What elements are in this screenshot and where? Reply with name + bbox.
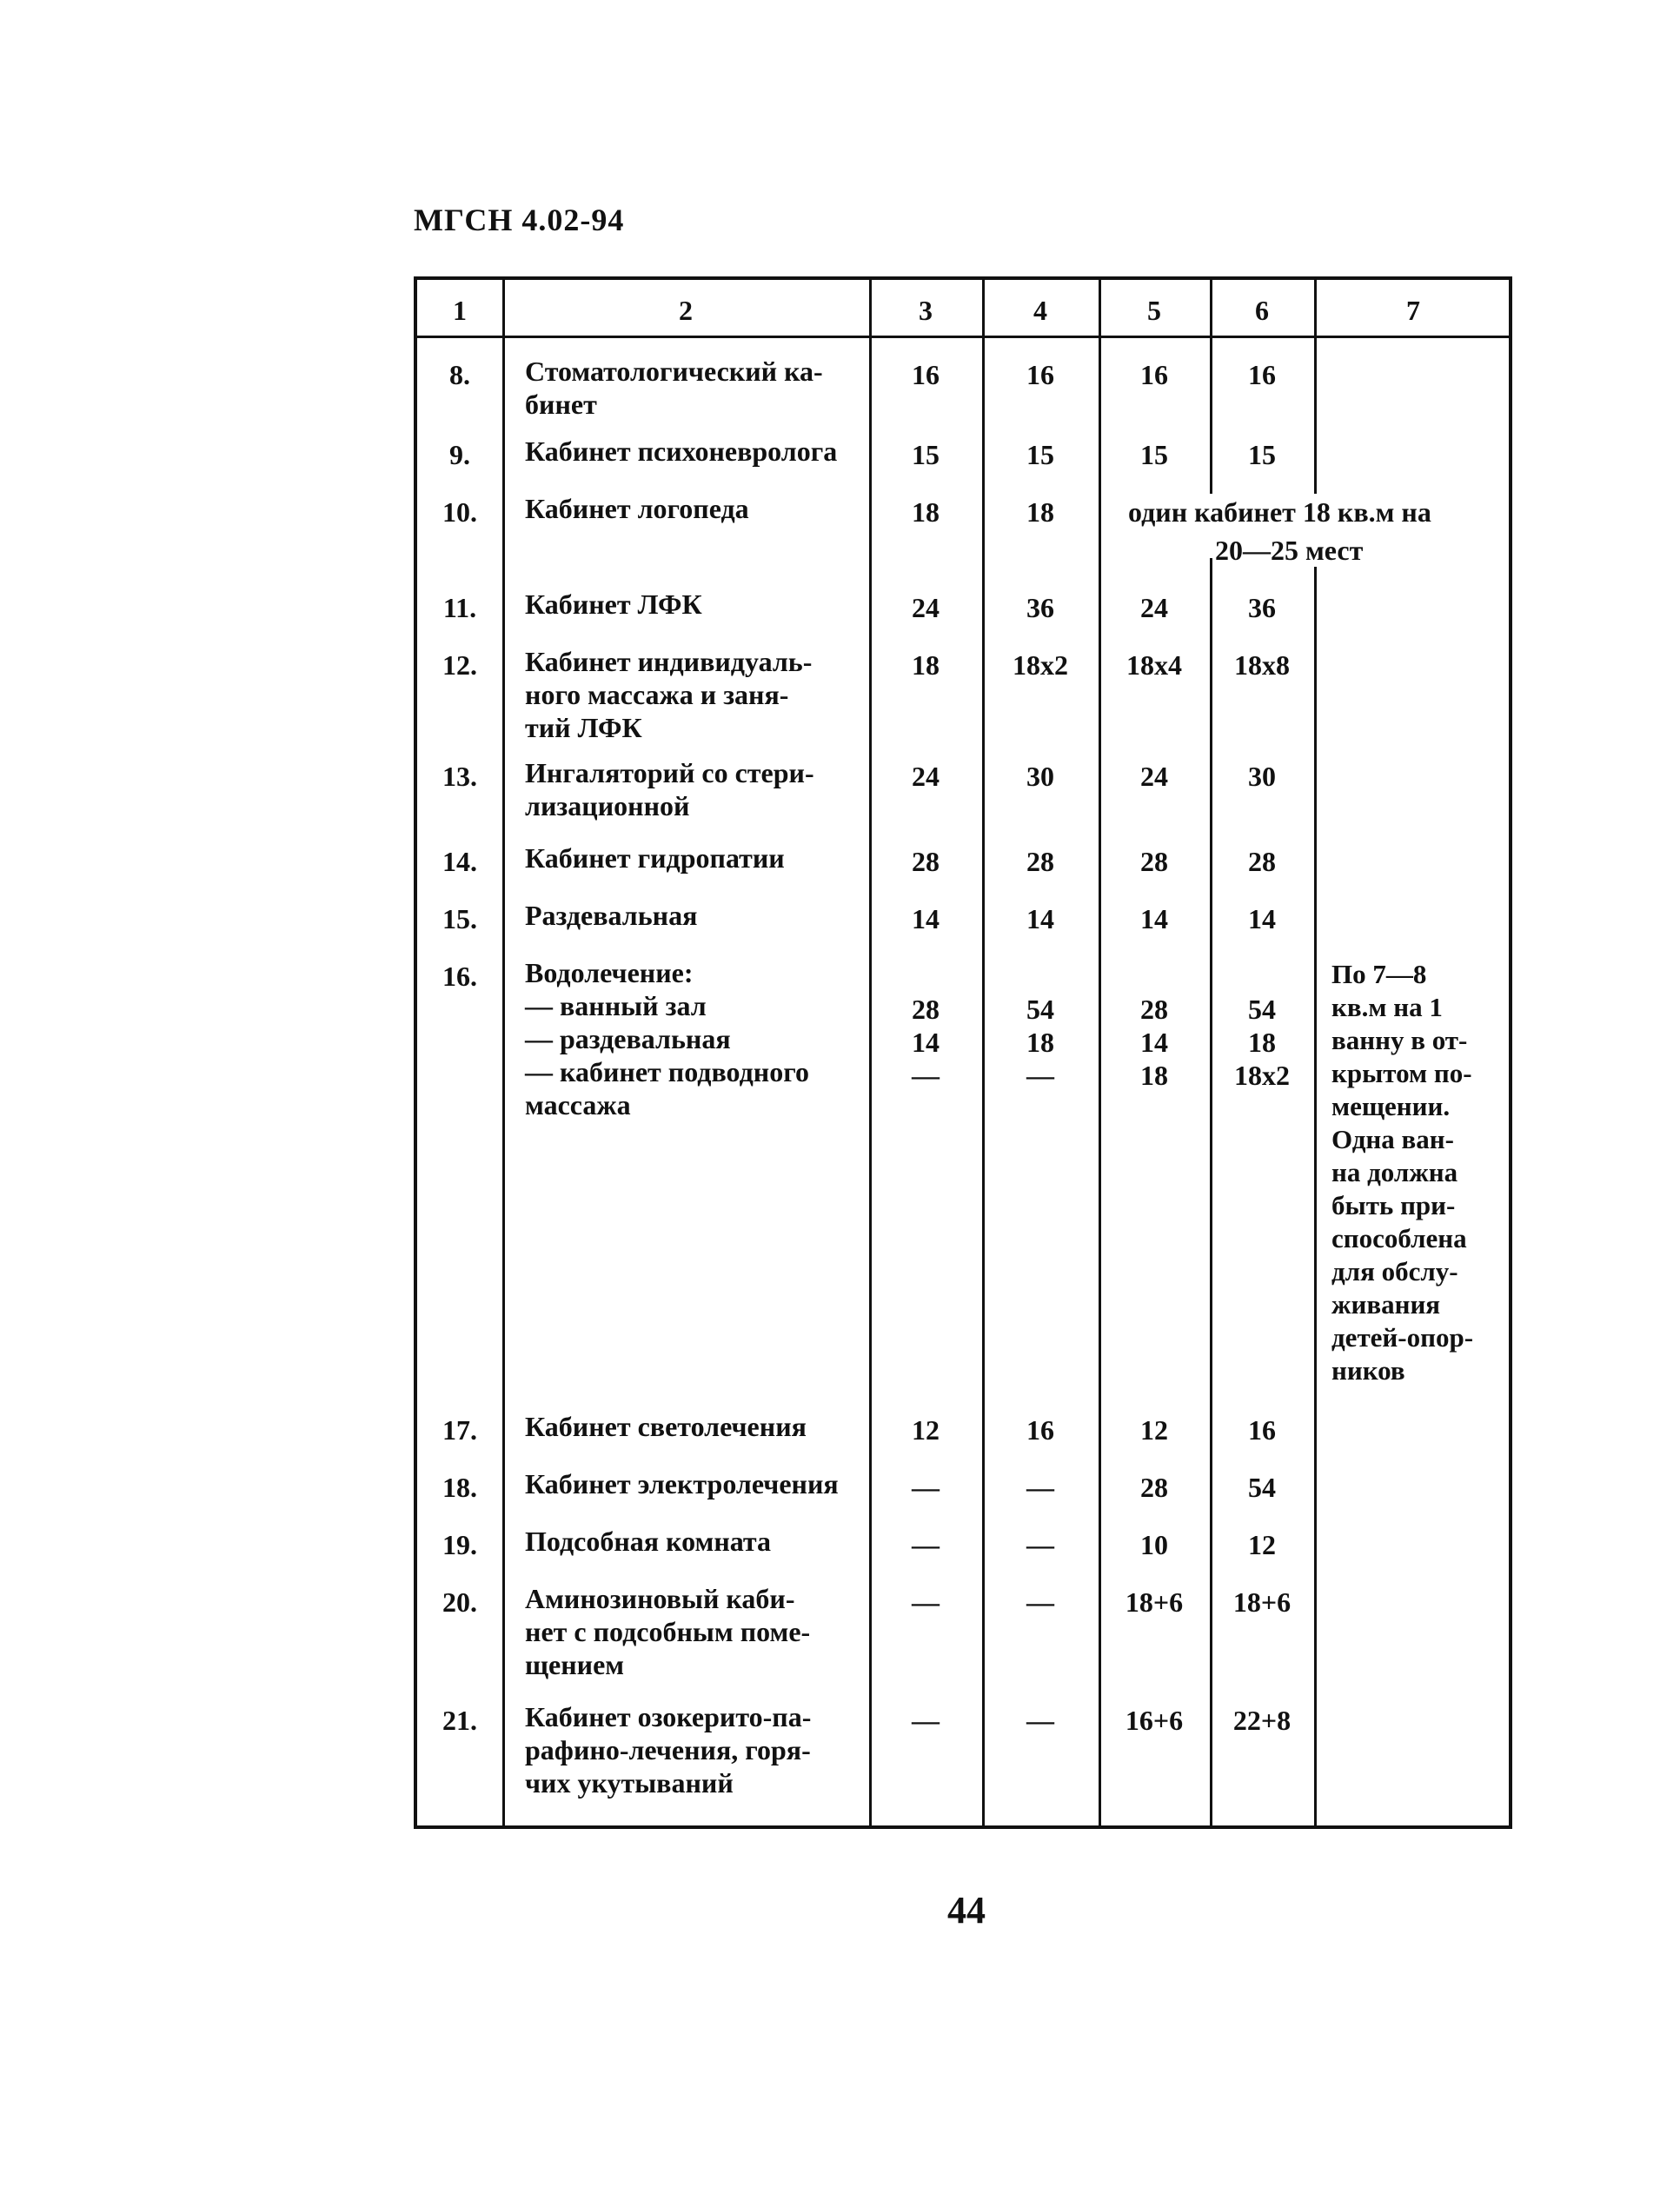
row-number: 10. [442,496,477,528]
value-col-5: 12 [1140,1414,1168,1446]
row-name: Кабинет индивидуаль- ного массажа и заня- тий ЛФК [525,646,813,743]
row-name: Подсобная комната [525,1526,772,1557]
value-col-4: 16 [1026,359,1054,390]
row-number: 9. [449,439,470,470]
value-col-3: 28 14 — [912,994,940,1091]
value-col-3: — [912,1705,940,1736]
value-col-6: 28 [1248,846,1276,877]
value-col-5: 24 [1140,761,1168,792]
column-divider [1314,567,1317,1825]
header-col-3: 3 [919,295,933,326]
value-col-3: — [912,1529,940,1560]
value-col-6: 12 [1248,1529,1276,1560]
value-col-4: 30 [1026,761,1054,792]
value-col-5: 28 [1140,846,1168,877]
value-col-6: 14 [1248,903,1276,934]
row-name: Ингаляторий со стери- лизационной [525,757,814,821]
row-number: 14. [442,846,477,877]
value-col-5: 18x4 [1126,649,1182,681]
value-col-3: 24 [912,592,940,623]
row-name: Кабинет логопеда [525,493,749,524]
value-col-3: 14 [912,903,940,934]
value-col-3: 15 [912,439,940,470]
value-col-3: 16 [912,359,940,390]
value-col-4: 18 [1026,496,1054,528]
value-col-3: — [912,1586,940,1618]
value-col-5: 28 14 18 [1140,994,1168,1091]
value-col-6: 36 [1248,592,1276,623]
row-name: Кабинет озокерито-па- рафино-лечения, горя- чих укутываний [525,1701,812,1799]
header-col-4: 4 [1033,295,1047,326]
note-col-7: По 7—8 кв.м на 1 ванну в от- крытом по- мещении. Одна ван- на должна быть при- способлена для обслу- живания детей-опор- ников [1331,959,1474,1386]
value-col-6: 54 [1248,1472,1276,1503]
header-col-7: 7 [1406,295,1420,326]
value-col-4: — [1026,1586,1054,1618]
value-col-5: 28 [1140,1472,1168,1503]
row-name: Кабинет электролечения [525,1468,839,1499]
value-col-4: — [1026,1705,1054,1736]
value-col-5: 14 [1140,903,1168,934]
column-divider [502,280,505,1825]
value-col-3: 18 [912,496,940,528]
value-col-3: 24 [912,761,940,792]
row-name: Раздевальная [525,900,698,931]
row-number: 18. [442,1472,477,1503]
value-col-6: 15 [1248,439,1276,470]
row-number: 17. [442,1414,477,1446]
value-col-5: 16 [1140,359,1168,390]
value-col-5: 16+6 [1125,1705,1184,1736]
value-col-6: 54 18 18x2 [1234,994,1290,1091]
page-number: 44 [947,1889,986,1932]
data-table [414,276,1512,1829]
value-col-5: 18+6 [1125,1586,1184,1618]
row-number: 16. [442,961,477,992]
row-number: 11. [442,592,477,623]
row-name: Кабинет психоневролога [525,436,838,467]
value-col-6: 16 [1248,359,1276,390]
value-col-4: 16 [1026,1414,1054,1446]
row-name: Аминозиновый каби- нет с подсобным поме- щением [525,1583,811,1680]
value-col-3: 28 [912,846,940,877]
row-name: Водолечение: — ванный зал — раздевальная — кабинет подводного массажа [525,957,809,1120]
row-number: 20. [442,1586,477,1618]
value-col-5: 15 [1140,439,1168,470]
value-col-6: 16 [1248,1414,1276,1446]
spanning-text-line-1: один кабинет 18 кв.м на [1128,496,1431,528]
column-divider [1210,558,1212,1825]
value-col-3: 18 [912,649,940,681]
header-col-1: 1 [453,295,467,326]
spanning-text-line-2: 20—25 мест [1215,535,1364,566]
row-name: Кабинет светолечения [525,1411,807,1442]
value-col-6: 22+8 [1232,1705,1292,1736]
value-col-4: 54 18 — [1026,994,1054,1091]
value-col-4: 14 [1026,903,1054,934]
value-col-5: 10 [1140,1529,1168,1560]
value-col-4: 36 [1026,592,1054,623]
row-name: Кабинет ЛФК [525,588,702,620]
value-col-4: — [1026,1472,1054,1503]
doc-code: МГСН 4.02-94 [414,203,625,237]
value-col-3: 12 [912,1414,940,1446]
row-number: 21. [442,1705,477,1736]
value-col-4: 28 [1026,846,1054,877]
value-col-5: 24 [1140,592,1168,623]
row-number: 13. [442,761,477,792]
header-col-6: 6 [1255,295,1269,326]
header-rule [417,336,1509,338]
value-col-6: 18x8 [1234,649,1290,681]
value-col-6: 18+6 [1232,1586,1292,1618]
value-col-4: 15 [1026,439,1054,470]
header-col-5: 5 [1147,295,1161,326]
row-number: 19. [442,1529,477,1560]
row-number: 8. [449,359,470,390]
row-name: Кабинет гидропатии [525,842,785,874]
value-col-3: — [912,1472,940,1503]
value-col-4: — [1026,1529,1054,1560]
header-col-2: 2 [679,295,693,326]
value-col-4: 18x2 [1013,649,1068,681]
row-name: Стоматологический ка- бинет [525,356,823,420]
row-number: 15. [442,903,477,934]
row-number: 12. [442,649,477,681]
value-col-6: 30 [1248,761,1276,792]
